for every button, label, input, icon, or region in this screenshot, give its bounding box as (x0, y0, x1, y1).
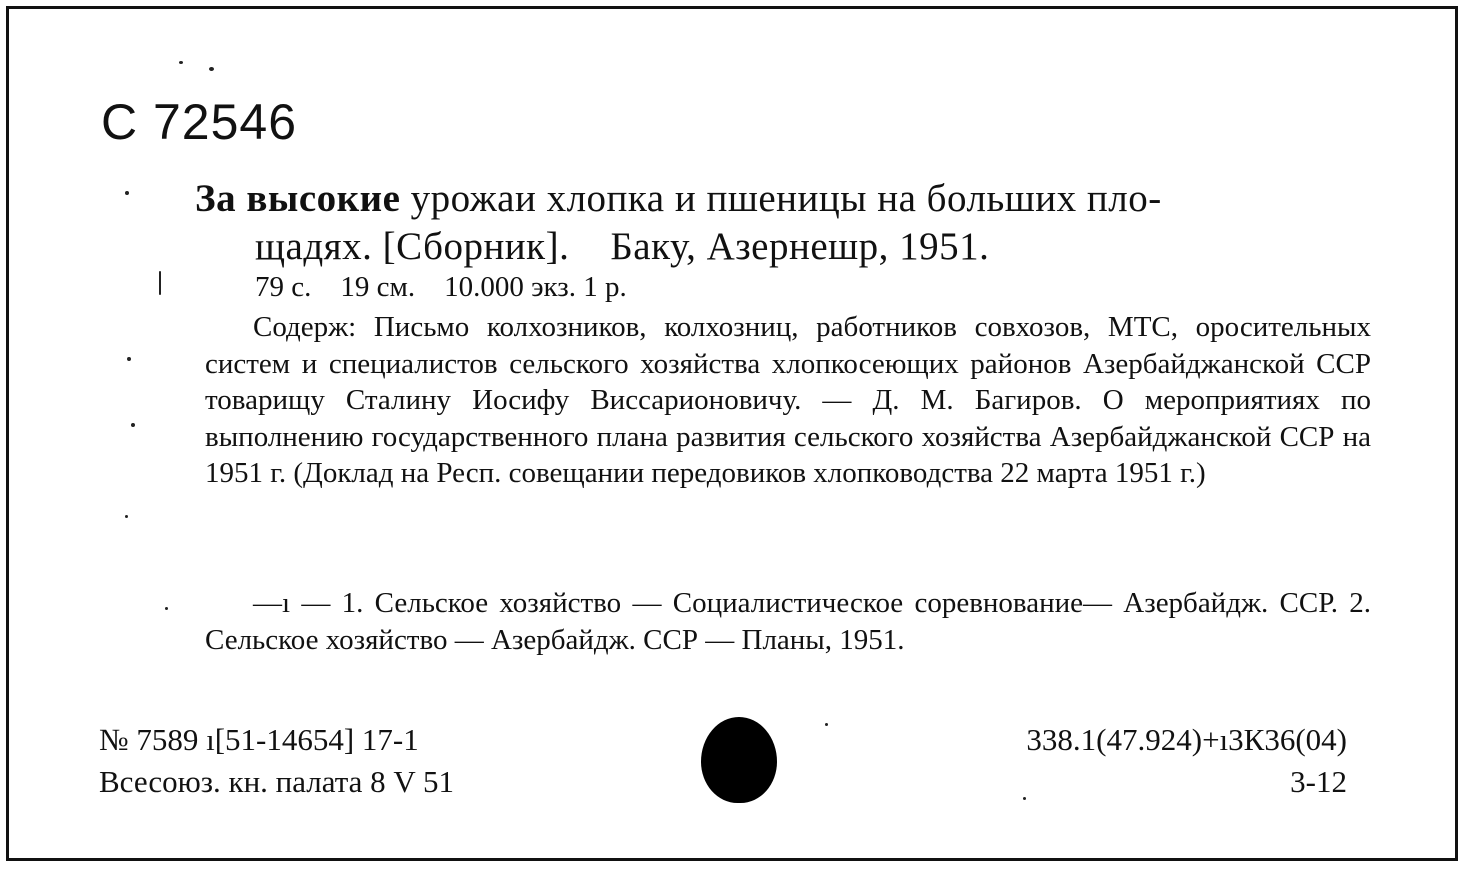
title-bold: За высокие (195, 177, 401, 220)
ink-speck (179, 61, 183, 64)
title-line-1 (195, 177, 1371, 222)
ink-speck (125, 515, 128, 518)
title-line-2: щадях. [Сборник]. Баку, Азернешр, 1951. (255, 225, 990, 268)
ink-speck (131, 423, 135, 427)
punch-hole (701, 717, 777, 803)
catalog-card (6, 6, 1458, 861)
ink-speck (209, 67, 214, 71)
card-code: 3-12 (1290, 764, 1347, 799)
ink-speck (165, 607, 168, 610)
collation: 79 с. 19 см. 10.000 экз. 1 р. (255, 271, 627, 303)
registration-number: № 7589 ı[51-14654] 17-1 (99, 722, 419, 757)
footer-left (99, 719, 454, 803)
ink-speck (1023, 797, 1026, 800)
call-number: С 72546 (101, 94, 298, 150)
publisher-chamber: Всесоюз. кн. палата 8 V 51 (99, 764, 454, 799)
ink-speck (825, 723, 828, 726)
ink-speck (159, 271, 161, 295)
ink-speck (127, 357, 131, 361)
ink-speck (125, 191, 129, 195)
classification-code: 338.1(47.924)+ı3К36(04) (1026, 722, 1347, 757)
title-rest: урожаи хлопка и пшеницы на больших пло- (400, 177, 1162, 220)
footer-right (1026, 719, 1347, 803)
contents-note: Содерж: Письмо колхозников, колхозниц, работников совхозов, МТС, оросительных систем и специалистов сельского хозяйства хлопкосеющих районов Азербайджанской ССР товарищу Сталину Иосифу Виссарионовичу. — Д. М. Багиров. О мероприятиях по выполнению государственного плана развития сельского хозяйства Азербайджанской ССР на 1951 г. (Доклад на Респ. совещании передовиков хлопководства 22 марта 1951 г.) (205, 311, 1371, 489)
subject-headings: —ı — 1. Сельское хозяйство — Социалистическое соревнование— Азербайдж. ССР. 2. Сельское хозяйство — Азербайдж. ССР — Планы, 1951. (205, 587, 1371, 656)
